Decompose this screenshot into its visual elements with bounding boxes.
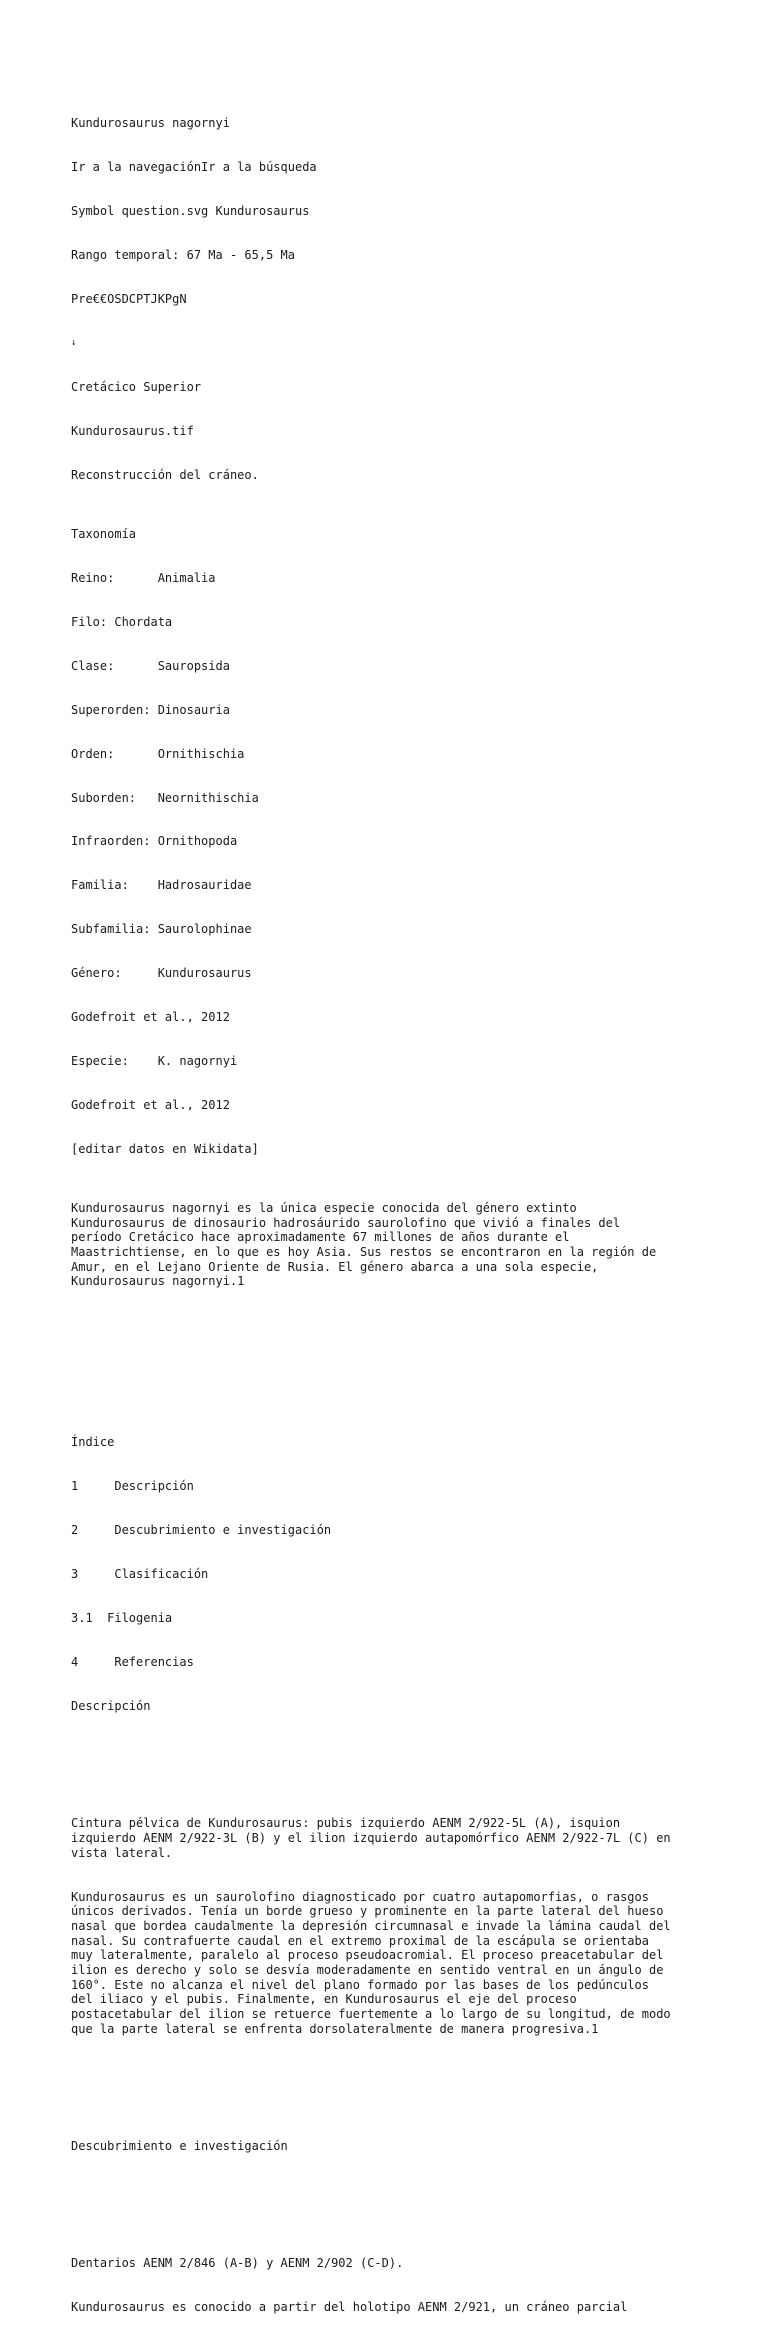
description-paragraph: Kundurosaurus es un saurolofino diagnosticado por cuatro autapomorfias, o rasgos únicos derivados. Tenía un borde grueso y prominente en la parte lateral del hueso nasal que bordea caudalmente la depresión circumnasal e invade la lámina caudal del nasal. Su contrafuerte caudal en el extremo proximal de la escápula se orientaba muy lateralmente, paralelo al proceso pseudoacromial. El proceso preacetabular del ilion es derecho y solo se desvía moderadamente en sentido ventral en un ángulo de 160°. Este no alcanza el nivel del plano formado por las bases de los pedúnculos del iliaco y el pubis. Finalmente, en Kundurosaurus el eje del proceso postacetabular del ilion se retuerce fuertemente a lo largo de su longitud, de modo que la parte lateral se enfrenta dorsolateralmente de manera progresiva.1 (71, 1889, 671, 2036)
taxonomy-row: Infraorden: Ornithopoda (71, 834, 238, 849)
image-caption: Reconstrucción del cráneo. (71, 468, 259, 483)
temporal-range: Rango temporal: 67 Ma - 65,5 Ma (71, 248, 295, 263)
taxonomy-row: Orden: Ornithischia (71, 746, 245, 761)
spacer (71, 2197, 701, 2212)
discovery-paragraph: Kundurosaurus es conocido a partir del holotipo AENM 2/921, un cráneo parcial (71, 2300, 628, 2315)
toc-heading: Índice (71, 1435, 115, 1450)
intro-paragraph: Kundurosaurus nagornyi es la única especie conocida del género extinto Kundurosaurus de dinosaurio hadrosáurido saurolofino que vivió a finales del período Cretácico hace aproximadamente 67 millones de años durante el Maastrichtiense, en lo que es hoy Asia. Sus restos se encontraron en la región de Amur, en el Lejano Oriente de Rusia. El género abarca a una sola especie, Kundurosaurus nagornyi.1 (71, 1200, 657, 1289)
taxonomy-row: Filo: Chordata (71, 614, 173, 629)
taxonomy-heading: Taxonomía (71, 526, 137, 541)
geologic-period: Cretácico Superior (71, 380, 202, 395)
toc-item[interactable]: 1 Descripción (71, 1479, 194, 1494)
spacer (71, 1333, 701, 1348)
image-file-name[interactable]: Kundurosaurus.tif (71, 424, 194, 439)
taxonomy-authority: Godefroit et al., 2012 (71, 1098, 230, 1113)
figure-caption-pelvis: Cintura pélvica de Kundurosaurus: pubis izquierdo AENM 2/922-5L (A), isquion izquierdo AENM 2/922-3L (B) y el ilion izquierdo autapomórfico AENM 2/922-7L (C) en vista lateral. (71, 1816, 671, 1860)
taxonomy-row: Superorden: Dinosauria (71, 702, 230, 717)
spacer (71, 1758, 701, 1773)
edit-wikidata-link[interactable]: [editar datos en Wikidata] (71, 1142, 259, 1157)
taxonomy-row: Suborden: Neornithischia (71, 790, 259, 805)
toc-item[interactable]: 3.1 Filogenia (71, 1611, 173, 1626)
toc-item[interactable]: 4 Referencias (71, 1655, 194, 1670)
section-heading-discovery: Descubrimiento e investigación (71, 2138, 288, 2153)
taxonomy-row: Familia: Hadrosauridae (71, 878, 252, 893)
down-arrow-icon: ↓ (71, 338, 77, 349)
toc-item[interactable]: 3 Clasificación (71, 1567, 209, 1582)
taxonomy-row: Clase: Sauropsida (71, 658, 230, 673)
figure-caption-dentaries: Dentarios AENM 2/846 (A-B) y AENM 2/902 (C-D). (71, 2256, 404, 2271)
taxonomy-row: Género: Kundurosaurus (71, 966, 252, 981)
document-page (71, 87, 701, 2329)
taxonomy-row: Especie: K. nagornyi (71, 1054, 238, 1069)
taxonomy-row: Reino: Animalia (71, 570, 216, 585)
spacer (71, 2080, 701, 2095)
taxonomy-authority: Godefroit et al., 2012 (71, 1010, 230, 1025)
taxonomy-row: Subfamilia: Saurolophinae (71, 922, 252, 937)
symbol-line: Symbol question.svg Kundurosaurus (71, 204, 310, 219)
spacer (71, 1377, 701, 1392)
skip-links[interactable]: Ir a la navegaciónIr a la búsqueda (71, 160, 317, 175)
era-codes: Pre€€OSDCPTJKPgN (71, 292, 187, 307)
article-title: Kundurosaurus nagornyi (71, 116, 230, 131)
section-heading-description: Descripción (71, 1699, 151, 1714)
toc-item[interactable]: 2 Descubrimiento e investigación (71, 1523, 332, 1538)
